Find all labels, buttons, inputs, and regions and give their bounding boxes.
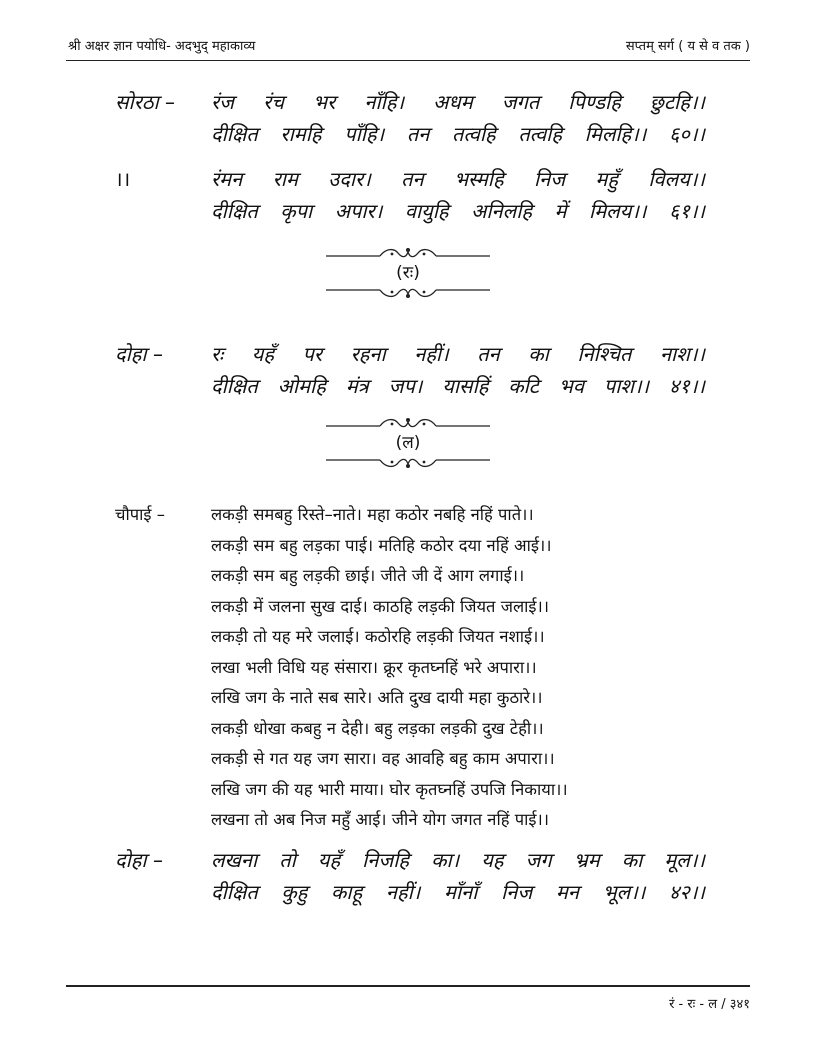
verse-line: रंज रंच भर नाँहि। अधम जगत पिण्डहि छुटहि।।	[211, 90, 705, 114]
verse-line: लकड़ी धोखा कबहु न देही। बहु लड़का लड़की दुख टेही।।	[211, 718, 544, 738]
flourish-top-icon	[320, 246, 496, 260]
stanza-sortha-60	[115, 86, 705, 150]
section-divider-rah	[320, 246, 496, 300]
verse-line: दीक्षित रामहि पाँहि। तन तत्वहि तत्वहि मिलहि।। ६०।।	[211, 122, 705, 146]
header-title: श्री अक्षर ज्ञान पयोधि- अदभुद् महाकाव्य	[68, 39, 256, 54]
verse-line: लखना तो अब निज महुँ आई। जीने योग जगत नहिं पाई।।	[211, 810, 549, 829]
verse-line: लकड़ी तो यह मरे जलाई। कठोरहि लड़की जियत नशाई।।	[211, 627, 545, 646]
verse-label: चौपाई –	[115, 505, 165, 524]
stanza-sortha-61	[115, 163, 705, 227]
header-rule	[66, 60, 750, 61]
verse-label: दोहा –	[115, 848, 163, 872]
verse-label: सोरठा –	[115, 90, 176, 114]
verse-line: दीक्षित ओमहि मंत्र जप। यासहिं कटि भव पाश।। ४१।।	[211, 374, 705, 398]
section-title: (ल)	[395, 433, 421, 453]
verse-line: लकड़ी सम बहु लड़की छाई। जीते जी दें आग लगाई।।	[211, 566, 525, 585]
verse-line: लखा भली विधि यह संसारा। क्रूर कृतघ्नहिं भरे अपारा।।	[211, 657, 537, 677]
section-divider-la	[320, 416, 496, 470]
verse-line: दीक्षित कुहु काहू नहीं। माँनाँ निज मन भूल।। ४२।।	[211, 880, 705, 904]
footer-rule	[66, 985, 750, 987]
stanza-chaupai	[115, 500, 645, 836]
header-chapter: सप्तम् सर्ग ( य से व तक )	[625, 39, 750, 54]
verse-line: दीक्षित कृपा अपार। वायुहि अनिलहि में मिलय।। ६१।।	[211, 199, 705, 223]
verse-label: दोहा –	[115, 342, 163, 366]
verse-line: लकड़ी समबहु रिस्ते–नाते। महा कठोर नबहि नहिं पाते।।	[211, 505, 534, 524]
verse-line: रः यहँ पर रहना नहीं। तन का निश्चित नाश।।	[211, 342, 705, 366]
verse-line: लखि जग की यह भारी माया। घोर कृतघ्नहिं उपजि निकाया।।	[211, 779, 568, 799]
verse-line: लकड़ी सम बहु लड़का पाई। मतिहि कठोर दया नहिं आई।।	[211, 535, 552, 555]
stanza-doha-41	[115, 338, 705, 402]
verse-line: लकड़ी से गत यह जग सारा। वह आवहि बहु काम अपारा।।	[211, 749, 555, 768]
page-number: रं - रः - ल / ३४१	[669, 997, 750, 1012]
section-title: (रः)	[396, 263, 420, 283]
flourish-top-icon	[320, 416, 496, 430]
flourish-bottom-icon	[320, 286, 496, 300]
stanza-doha-42	[115, 844, 705, 908]
verse-label: ।।	[115, 167, 131, 191]
verse-line: लखि जग के नाते सब सारे। अति दुख दायी महा कुठारे।।	[211, 688, 543, 707]
verse-line: लखना तो यहँ निजहि का। यह जग भ्रम का मूल।।	[211, 848, 705, 872]
verse-line: लकड़ी में जलना सुख दाई। काठहि लड़की जियत जलाई।।	[211, 596, 550, 616]
verse-line: रंमन राम उदार। तन भस्महि निज महुँ विलय।।	[211, 167, 705, 191]
flourish-bottom-icon	[320, 456, 496, 470]
